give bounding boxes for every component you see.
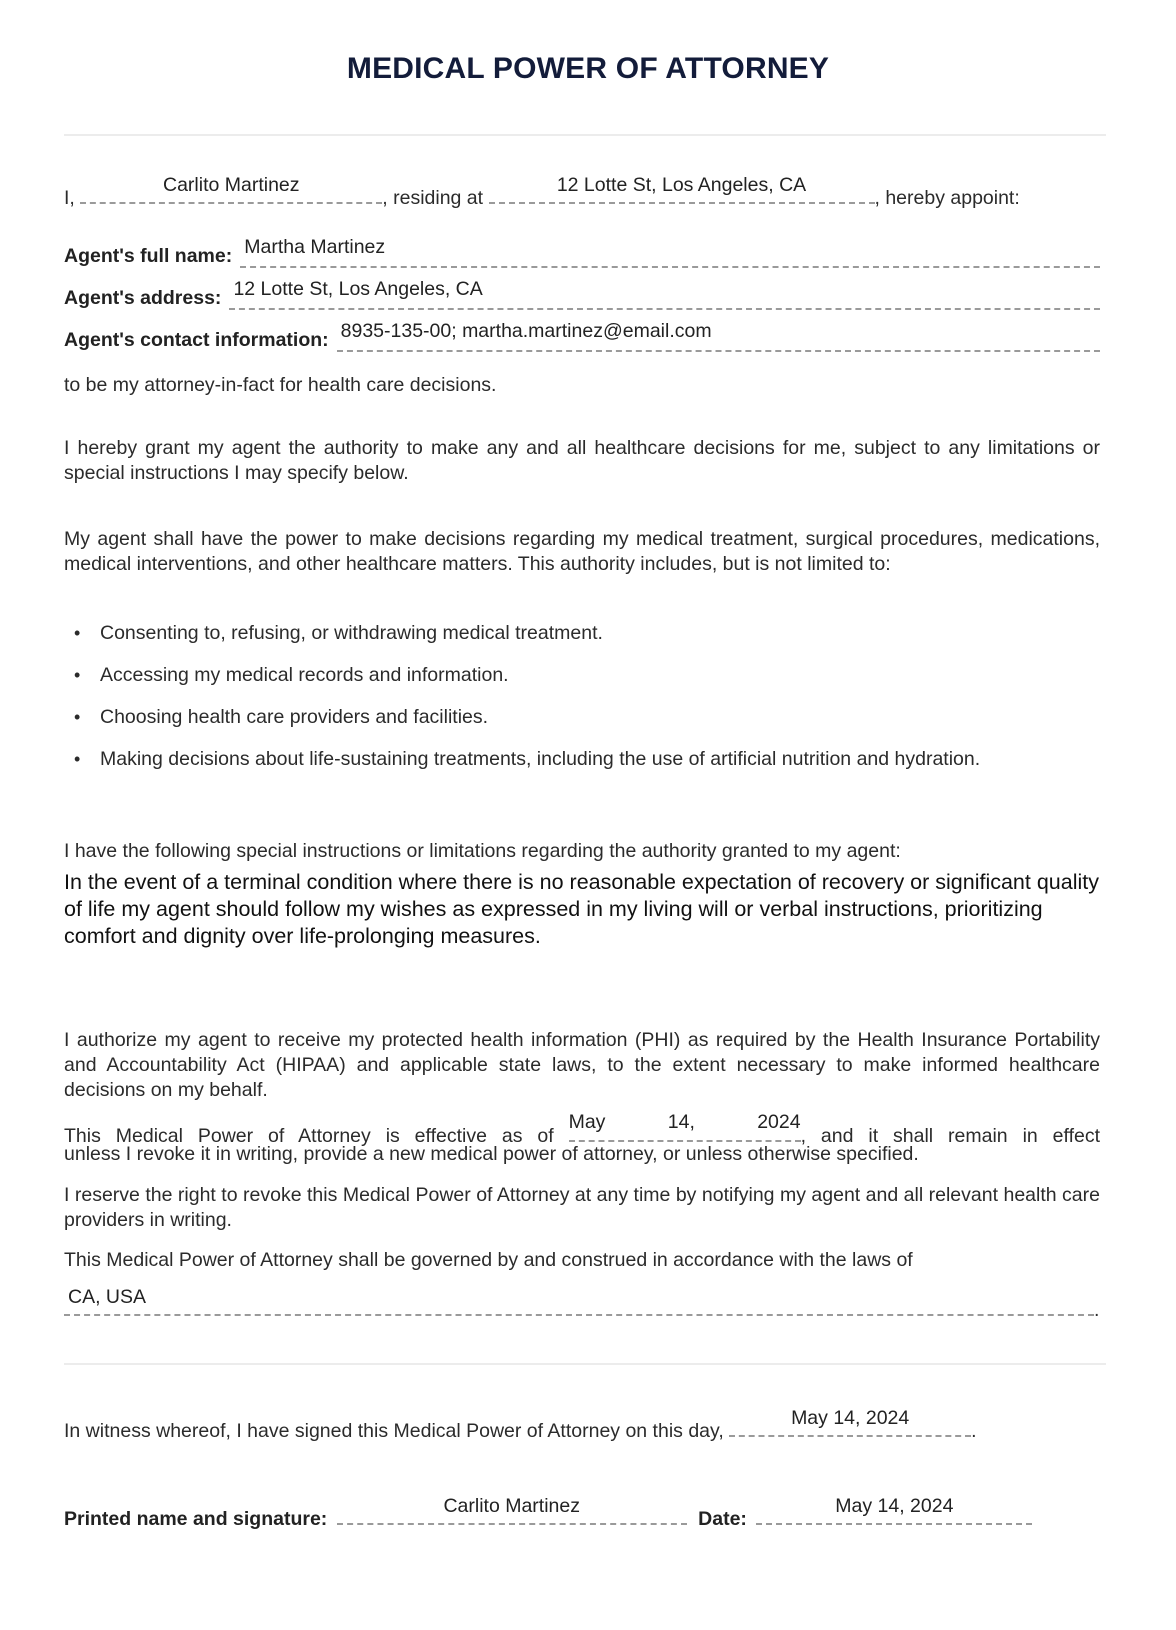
jurisdiction-value: CA, USA — [68, 1286, 147, 1308]
agent-contact-value: 8935-135-00; martha.martinez@email.com — [340, 320, 712, 342]
effective-continuation: unless I revoke it in writing, provide a new medical power of attorney, or unless otherwise specified. — [64, 1143, 919, 1165]
agent-contact-field[interactable] — [337, 320, 1100, 352]
witness-date-field[interactable] — [729, 1407, 971, 1437]
governing-end: . — [1094, 1299, 1100, 1321]
intro-suffix: , hereby appoint: — [874, 187, 1020, 209]
powers-paragraph: My agent shall have the power to make decisions regarding my medical treatment, surgical procedures, medications, medical interventions, and other healthcare matters. This authority includes, but is not limited to: — [64, 528, 1100, 575]
witness-end: . — [971, 1420, 977, 1442]
principal-name-field[interactable] — [80, 174, 382, 204]
agent-name-field[interactable] — [240, 236, 1100, 268]
attorney-in-fact-text: to be my attorney-in-fact for health care decisions. — [64, 374, 497, 396]
agent-contact-label: Agent's contact information: — [64, 329, 329, 351]
revoke-paragraph: I reserve the right to revoke this Medical Power of Attorney at any time by notifying my agent and all relevant health care providers in writing. — [64, 1184, 1100, 1231]
agent-address-row — [64, 278, 1100, 310]
agent-contact-row — [64, 320, 1100, 352]
effective-date-field[interactable] — [568, 1111, 801, 1142]
agent-name-label: Agent's full name: — [64, 245, 233, 267]
intro-line — [64, 174, 1020, 211]
governing-text: This Medical Power of Attorney shall be governed by and construed in accordance with the laws of — [64, 1249, 913, 1271]
intro-prefix: I, — [64, 187, 75, 209]
signature-name-field[interactable] — [337, 1495, 687, 1525]
powers-list-item: • Choosing health care providers and facilities. — [64, 704, 1100, 730]
powers-list-item: • Making decisions about life-sustaining treatments, including the use of artificial nutrition and hydration. — [64, 746, 1100, 772]
special-instructions-text[interactable]: In the event of a terminal condition where there is no reasonable expectation of recovery or significant quality of life my agent should follow my wishes as expressed in my living will or verbal instructions, prioritizing comfort and dignity over life-prolonging measures. — [64, 870, 1099, 948]
intro-middle: , residing at — [382, 187, 484, 209]
hipaa-paragraph: I authorize my agent to receive my protected health information (PHI) as required by the Health Insurance Portability and Accountability Act (HIPAA) and applicable state laws, to the extent necessary to make informed healthcare decisions on my behalf. — [64, 1029, 1100, 1101]
agent-name-row — [64, 236, 1100, 268]
signature-name-label: Printed name and signature: — [64, 1508, 328, 1530]
effective-suffix: , and it shall remain in effect — [800, 1125, 1101, 1147]
signature-date-value: May 14, 2024 — [835, 1495, 954, 1517]
powers-list-item: • Consenting to, refusing, or withdrawing medical treatment. — [64, 620, 1100, 646]
signature-line — [64, 1495, 1032, 1532]
signature-date-label: Date: — [698, 1508, 747, 1530]
principal-name-value: Carlito Martinez — [162, 174, 300, 196]
powers-list-item: • Accessing my medical records and information. — [64, 662, 1100, 688]
divider-bottom — [64, 1363, 1106, 1365]
agent-address-value: 12 Lotte St, Los Angeles, CA — [233, 278, 483, 300]
effective-date-value: May 14, 2024 — [568, 1111, 801, 1133]
special-instructions-label: I have the following special instructions or limitations regarding the authority granted to my agent: — [64, 840, 901, 862]
witness-text: In witness whereof, I have signed this Medical Power of Attorney on this day, — [64, 1420, 724, 1442]
agent-address-field[interactable] — [229, 278, 1100, 310]
grant-paragraph: I hereby grant my agent the authority to make any and all healthcare decisions for me, subject to any limitations or special instructions I may specify below. — [64, 437, 1100, 484]
document-title: MEDICAL POWER OF ATTORNEY — [346, 52, 830, 85]
principal-address-field[interactable] — [489, 174, 875, 204]
agent-address-label: Agent's address: — [64, 287, 222, 309]
principal-address-value: 12 Lotte St, Los Angeles, CA — [556, 174, 807, 196]
effective-prefix: This Medical Power of Attorney is effective as of — [64, 1125, 554, 1147]
jurisdiction-field[interactable] — [64, 1286, 1094, 1316]
signature-name-value: Carlito Martinez — [443, 1495, 580, 1517]
witness-date-value: May 14, 2024 — [791, 1407, 910, 1429]
signature-date-field[interactable] — [756, 1495, 1032, 1525]
witness-line — [64, 1407, 977, 1444]
divider-top — [64, 134, 1106, 136]
governing-line — [64, 1286, 1106, 1323]
powers-list — [64, 620, 1100, 788]
agent-name-value: Martha Martinez — [244, 236, 386, 258]
